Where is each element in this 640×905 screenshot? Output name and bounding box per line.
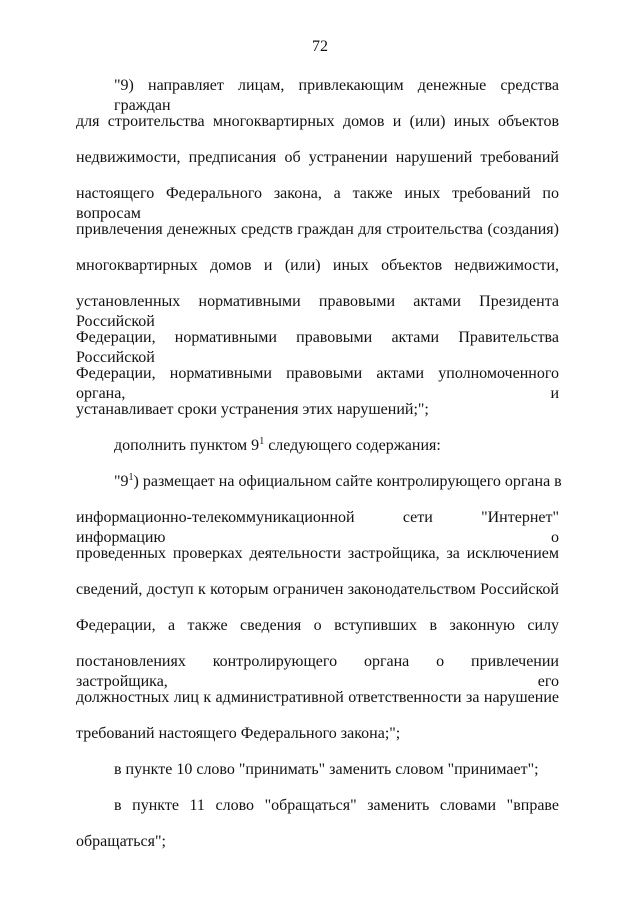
text-line: недвижимости, предписания об устранении нарушений требований xyxy=(76,149,559,166)
text-line: должностных лиц к административной ответственности за нарушение xyxy=(76,689,559,706)
text-line: "9) направляет лицам, привлекающим денежные средства граждан xyxy=(114,77,559,114)
page-number: 72 xyxy=(312,38,328,55)
text-fragment: дополнить пунктом 9 xyxy=(114,437,260,454)
text-line xyxy=(114,472,562,492)
text-line: в пункте 11 слово "обращаться" заменить словами "вправе xyxy=(114,797,559,814)
text-fragment xyxy=(114,472,562,492)
text-line: Федерации, а также сведения о вступивших в законную силу xyxy=(76,617,559,634)
superscript: 1 xyxy=(259,436,265,447)
text-line: обращаться"; xyxy=(76,833,166,850)
superscript: 1 xyxy=(128,472,134,483)
text-line: устанавливает сроки устранения этих нарушений;"; xyxy=(76,401,429,418)
text-line: Федерации, нормативными правовыми актами Правительства Российской xyxy=(76,329,559,366)
text-line: привлечения денежных средств граждан для строительства (создания) xyxy=(76,221,559,238)
text-line: многоквартирных домов и (или) иных объектов недвижимости, xyxy=(76,257,559,274)
text-line: настоящего Федерального закона, а также иных требований по вопросам xyxy=(76,185,559,222)
text-line: требований настоящего Федерального закона;"; xyxy=(76,725,401,742)
text-line: информационно-телекоммуникационной сети "Интернет" информацию о xyxy=(76,509,559,546)
text-fragment: "9 xyxy=(114,473,129,490)
text-line: Федерации, нормативными правовыми актами уполномоченного органа, и xyxy=(76,365,559,402)
text-line: постановлениях контролирующего органа о привлечении застройщика, его xyxy=(76,653,559,690)
amendment-line xyxy=(114,436,559,456)
text-line: для строительства многоквартирных домов и (или) иных объектов xyxy=(76,113,559,130)
text-line: проведенных проверках деятельности застройщика, за исключением xyxy=(76,545,559,562)
text-line: в пункте 10 слово "принимать" заменить словом "принимает"; xyxy=(114,761,539,778)
text-line: установленных нормативными правовыми актами Президента Российской xyxy=(76,293,559,330)
text-line: сведений, доступ к которым ограничен законодательством Российской xyxy=(76,581,559,598)
text-fragment: следующего содержания: xyxy=(268,437,441,454)
text-fragment: ) размещает на официальном сайте контролирующего органа в xyxy=(133,473,562,490)
